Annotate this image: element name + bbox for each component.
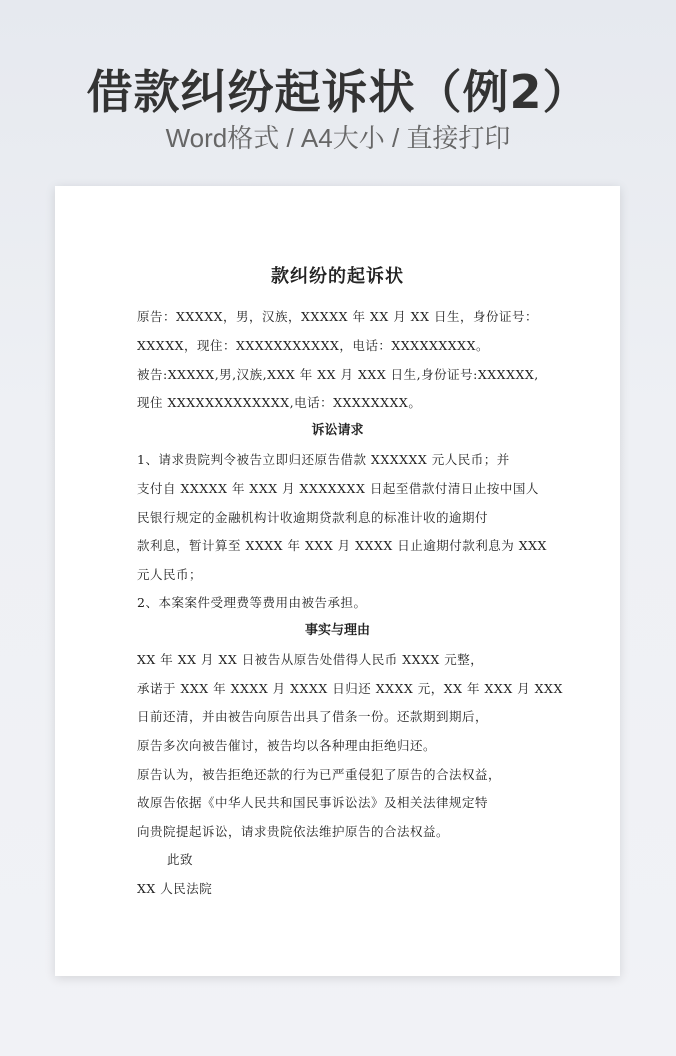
claims-heading: 诉讼请求 bbox=[311, 423, 364, 438]
claim-line: 元人民币； bbox=[137, 567, 203, 582]
claim-line: 民银行规定的金融机构计收逾期贷款利息的标准计收的逾期付 bbox=[137, 510, 489, 525]
plaintiff-line: 原告：XXXXX，男，汉族，XXXXX 年 XX 月 XX 日生，身份证号： bbox=[137, 309, 538, 324]
facts-heading: 事实与理由 bbox=[304, 623, 370, 638]
fact-line: 故原告依据《中华人民共和国民事诉讼法》及相关法律规定特 bbox=[137, 795, 489, 810]
claim-line: 支付自 XXXXX 年 XXX 月 XXXXXXX 日起至借款付清日止按中国人 bbox=[137, 481, 539, 496]
defendant-line: 被告:XXXXX,男,汉族,XXX 年 XX 月 XXX 日生,身份证号:XXXXXX, bbox=[137, 367, 539, 382]
page-subtitle: Word格式 / A4大小 / 直接打印 bbox=[165, 123, 511, 153]
fact-line: 日前还清，并由被告向原告出具了借条一份。还款期到期后， bbox=[137, 709, 489, 724]
fact-line: XX 年 XX 月 XX 日被告从原告处借得人民币 XXXX 元整， bbox=[137, 652, 484, 667]
fact-line: 原告认为，被告拒绝还款的行为已严重侵犯了原告的合法权益， bbox=[137, 767, 502, 782]
page-title: 借款纠纷起诉状（例2） bbox=[86, 65, 590, 119]
fact-line: 原告多次向被告催讨，被告均以各种理由拒绝归还。 bbox=[137, 738, 437, 753]
document-page bbox=[55, 186, 620, 976]
claim-line: 款利息，暂计算至 XXXX 年 XXX 月 XXXX 日止逾期付款利息为 XXX bbox=[137, 538, 547, 553]
fact-line: 向贵院提起诉讼，请求贵院依法维护原告的合法权益。 bbox=[137, 824, 450, 839]
court-name: XX 人民法院 bbox=[137, 881, 213, 896]
closing-text: 此致 bbox=[167, 852, 194, 867]
plaintiff-line: XXXXX，现住：XXXXXXXXXXX，电话：XXXXXXXXX。 bbox=[137, 338, 489, 353]
fact-line: 承诺于 XXX 年 XXXX 月 XXXX 日归还 XXXX 元，XX 年 XXX 月 XXX bbox=[137, 681, 563, 696]
claim-line: 1、请求贵院判令被告立即归还原告借款 XXXXXX 元人民币；并 bbox=[137, 452, 510, 467]
claim-line: 2、本案案件受理费等费用由被告承担。 bbox=[137, 595, 367, 610]
defendant-line: 现住 XXXXXXXXXXXXX,电话：XXXXXXXX。 bbox=[137, 395, 422, 410]
document-title: 款纠纷的起诉状 bbox=[271, 266, 404, 287]
